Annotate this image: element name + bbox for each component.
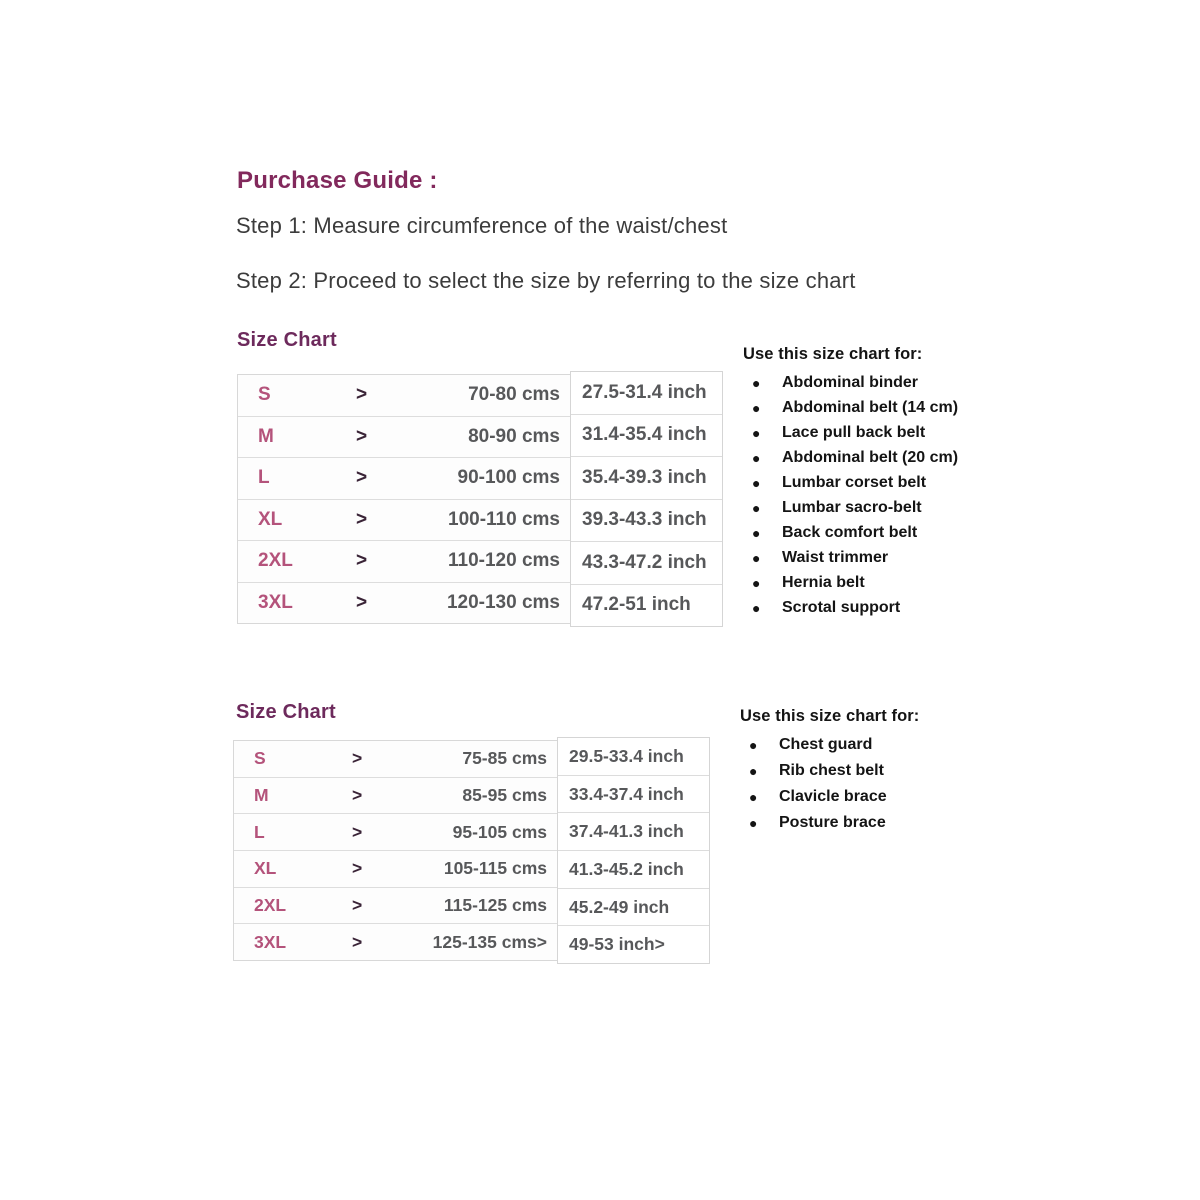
bullet-icon: ●: [752, 450, 761, 466]
size-label: L: [258, 467, 270, 489]
size-label: 3XL: [254, 931, 287, 952]
step-1-text: Step 1: Measure circumference of the waist/chest: [236, 213, 728, 238]
bullet-icon: ●: [752, 375, 761, 391]
inch-range: 33.4-37.4 inch: [558, 775, 709, 813]
inch-range: 47.2-51 inch: [571, 584, 722, 627]
inch-range: 27.5-31.4 inch: [582, 381, 707, 403]
chevron-right-icon: >: [356, 591, 368, 613]
chevron-right-icon: >: [352, 895, 363, 916]
bullet-icon: ●: [752, 425, 761, 441]
bullet-icon: ●: [752, 475, 761, 491]
list-item: ● Posture brace: [740, 813, 919, 839]
chevron-right-icon: >: [356, 550, 368, 572]
inch-column: [570, 371, 723, 627]
cms-range: 125-135 cms>: [432, 931, 547, 952]
chevron-right-icon: >: [356, 508, 368, 530]
list-item: ● Waist trimmer: [743, 548, 958, 573]
usage-heading: Use this size chart for:: [743, 345, 923, 363]
size-label: M: [258, 425, 274, 447]
list-item: ● Hernia belt: [743, 573, 958, 598]
size-chart-title-waist: Size Chart: [237, 329, 337, 351]
list-item: ● Back comfort belt: [743, 523, 958, 548]
list-item: ● Rib chest belt: [740, 761, 919, 787]
bullet-icon: ●: [752, 600, 761, 616]
size-label: M: [254, 785, 269, 805]
cms-range: 75-85 cms: [462, 748, 547, 769]
inch-range: 39.3-43.3 inch: [571, 499, 722, 542]
list-item: ● Lace pull back belt: [743, 423, 958, 448]
size-label: L: [254, 821, 265, 842]
size-chart-table-chest: [233, 740, 710, 961]
cms-range: 95-105 cms: [452, 821, 547, 842]
chevron-right-icon: >: [356, 467, 368, 489]
cms-range: 105-115 cms: [443, 858, 547, 879]
cms-range: 115-125 cms: [443, 895, 547, 916]
chevron-right-icon: >: [352, 858, 363, 879]
step-2-text: Step 2: Proceed to select the size by referring to the size chart: [236, 268, 856, 293]
inch-range: 45.2-49 inch: [558, 888, 709, 926]
cms-range: 80-90 cms: [468, 425, 560, 447]
chevron-right-icon: >: [352, 821, 363, 842]
inch-range: 41.3-45.2 inch: [558, 850, 709, 888]
bullet-icon: ●: [752, 575, 761, 591]
inch-range: 37.4-41.3 inch: [558, 812, 709, 850]
inch-range: 29.5-33.4 inch: [569, 745, 684, 766]
cms-range: 90-100 cms: [457, 467, 560, 489]
bullet-icon: ●: [752, 550, 761, 566]
size-chart-table-waist: [237, 374, 723, 624]
inch-column: [557, 737, 710, 964]
list-item: ● Scrotal support: [743, 598, 958, 623]
size-label: 2XL: [258, 550, 293, 572]
page-title: Purchase Guide :: [237, 167, 438, 194]
inch-range: 31.4-35.4 inch: [571, 414, 722, 457]
usage-heading: Use this size chart for:: [740, 707, 920, 725]
cms-range: 110-120 cms: [448, 550, 560, 572]
cms-range: 85-95 cms: [462, 785, 547, 805]
cms-range: 120-130 cms: [446, 591, 560, 613]
bullet-icon: ●: [752, 500, 761, 516]
size-label: S: [258, 384, 271, 406]
size-label: XL: [254, 858, 277, 879]
chevron-right-icon: >: [352, 785, 363, 805]
usage-list-chest: [740, 707, 919, 839]
bullet-icon: ●: [749, 737, 758, 753]
size-label: S: [254, 748, 266, 769]
size-label: XL: [258, 508, 283, 530]
inch-range: 49-53 inch>: [558, 925, 709, 963]
list-item: ● Clavicle brace: [740, 787, 919, 813]
bullet-icon: ●: [749, 763, 758, 779]
chevron-right-icon: >: [356, 384, 368, 406]
chevron-right-icon: >: [352, 748, 363, 769]
chevron-right-icon: >: [352, 931, 363, 952]
list-item: ● Abdominal binder: [743, 373, 958, 398]
list-item: ● Lumbar corset belt: [743, 473, 958, 498]
size-label: 3XL: [258, 591, 293, 613]
size-label: 2XL: [254, 895, 287, 916]
usage-list-waist: [743, 345, 958, 623]
bullet-icon: ●: [752, 525, 761, 541]
inch-range: 35.4-39.3 inch: [571, 456, 722, 499]
bullet-icon: ●: [752, 400, 761, 416]
list-item: ● Lumbar sacro-belt: [743, 498, 958, 523]
list-item: ● Chest guard: [740, 735, 919, 761]
bullet-icon: ●: [749, 815, 758, 831]
list-item: ● Abdominal belt (14 cm): [743, 398, 958, 423]
cms-range: 70-80 cms: [468, 384, 560, 406]
cms-range: 100-110 cms: [448, 508, 560, 530]
size-chart-title-chest: Size Chart: [236, 701, 336, 723]
inch-range: 43.3-47.2 inch: [571, 541, 722, 584]
chevron-right-icon: >: [356, 425, 368, 447]
list-item: ● Abdominal belt (20 cm): [743, 448, 958, 473]
bullet-icon: ●: [749, 789, 758, 805]
